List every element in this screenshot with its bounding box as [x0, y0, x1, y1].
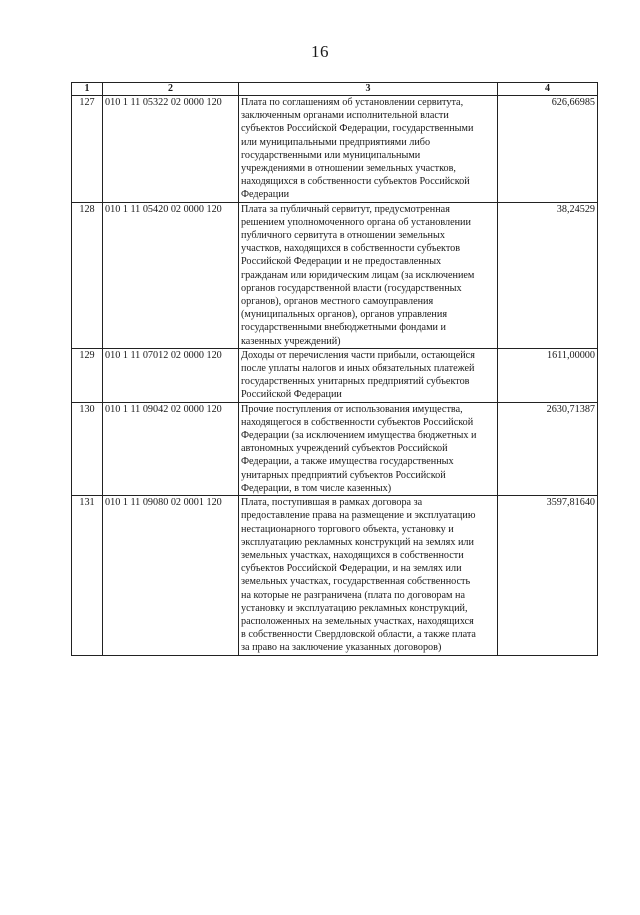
table-body: [72, 96, 598, 656]
description-line: учреждениями в отношении земельных участков,: [241, 163, 456, 175]
page-number: 16: [311, 42, 329, 61]
description-line: участков, находящихся в собственности субъектов: [241, 243, 461, 255]
amount: 38,24529: [498, 202, 598, 348]
header-col-3: 3: [239, 83, 498, 96]
budget-code: 010 1 11 05420 02 0000 120: [103, 202, 239, 348]
description-line: Российской Федерации и не предоставленных: [241, 256, 442, 268]
budget-code: 010 1 11 05322 02 0000 120: [103, 96, 239, 203]
description-line: субъектов Российской Федерации, государственными: [241, 123, 474, 135]
description-line: расположенных на земельных участках, находящихся: [241, 615, 474, 627]
description-line: решением уполномоченного органа об установлении: [241, 216, 471, 228]
header-col-1: 1: [72, 83, 103, 96]
revenue-description: [239, 202, 498, 348]
header-row: [72, 83, 598, 96]
description-line: земельных участках, находящихся в собственности: [241, 549, 464, 561]
description-line: казенных учреждений): [241, 335, 341, 347]
amount: 3597,81640: [498, 496, 598, 655]
description-line: Федерации (за исключением имущества бюджетных и: [241, 430, 477, 442]
row-number: 128: [72, 202, 103, 348]
revenue-description: [239, 96, 498, 203]
revenue-description: [239, 402, 498, 495]
description-line: в собственности Свердловской области, а также плата: [241, 629, 476, 641]
description-line: органов государственной власти (государственных: [241, 282, 462, 294]
revenue-table: [71, 82, 598, 656]
description-line: земельных участках, государственная собственность: [241, 576, 471, 588]
description-line: публичного сервитута в отношении земельных: [241, 230, 445, 242]
header-col-4: 4: [498, 83, 598, 96]
table-row: [72, 402, 598, 495]
description-line: Плата по соглашениям об установлении сервитута,: [241, 97, 464, 108]
description-line: эксплуатацию рекламных конструкций на землях или: [241, 536, 474, 548]
description-line: органов), органов местного самоуправления: [241, 296, 434, 308]
row-number: 130: [72, 402, 103, 495]
amount: 2630,71387: [498, 402, 598, 495]
description-line: государственных унитарных предприятий субъектов: [241, 376, 470, 388]
description-line: автономных учреждений субъектов Российской: [241, 443, 448, 455]
header-col-2: 2: [103, 83, 239, 96]
description-line: Федерации, а также имущества государственных: [241, 456, 454, 468]
description-line: унитарных предприятий субъектов Российской: [241, 469, 446, 481]
description-line: находящегося в собственности субъектов Российской: [241, 416, 474, 428]
description-line: государственными внебюджетными фондами и: [241, 322, 446, 334]
description-line: Федерации: [241, 189, 290, 201]
description-line: предоставление права на размещение и эксплуатацию: [241, 510, 476, 522]
description-line: Плата за публичный сервитут, предусмотренная: [241, 203, 450, 215]
description-line: нестационарного торгового объекта, установку и: [241, 523, 454, 535]
description-line: Российской Федерации: [241, 389, 342, 401]
row-number: 127: [72, 96, 103, 203]
description-line: Прочие поступления от использования имущества,: [241, 403, 463, 415]
description-line: заключенным органами исполнительной власти: [241, 110, 449, 122]
description-line: (муниципальных органов), органов управления: [241, 309, 448, 321]
description-line: после уплаты налогов и иных обязательных платежей: [241, 363, 475, 375]
description-line: за право на заключение указанных договоров): [241, 642, 442, 654]
amount: 1611,00000: [498, 348, 598, 402]
description-line: находящихся в собственности субъектов Российской: [241, 176, 470, 188]
description-line: гражданам или юридическим лицам (за исключением: [241, 269, 475, 281]
budget-code: 010 1 11 07012 02 0000 120: [103, 348, 239, 402]
table-row: [72, 96, 598, 203]
description-line: или муниципальными предприятиями либо: [241, 136, 431, 148]
description-line: Плата, поступившая в рамках договора за: [241, 497, 423, 509]
description-line: установку и эксплуатацию рекламных конструкций,: [241, 602, 468, 614]
table-row: [72, 348, 598, 402]
table-row: [72, 496, 598, 655]
description-line: субъектов Российской Федерации, и на землях или: [241, 563, 462, 575]
description-line: Доходы от перечисления части прибыли, остающейся: [241, 349, 475, 361]
budget-code: 010 1 11 09042 02 0000 120: [103, 402, 239, 495]
description-line: государственными или муниципальными: [241, 149, 421, 161]
revenue-description: [239, 348, 498, 402]
budget-code: 010 1 11 09080 02 0001 120: [103, 496, 239, 655]
table-row: [72, 202, 598, 348]
description-line: на которые не разграничена (плата по договорам на: [241, 589, 465, 601]
row-number: 131: [72, 496, 103, 655]
row-number: 129: [72, 348, 103, 402]
revenue-description: [239, 496, 498, 655]
amount: 626,66985: [498, 96, 598, 203]
description-line: Федерации, в том числе казенных): [241, 482, 392, 494]
